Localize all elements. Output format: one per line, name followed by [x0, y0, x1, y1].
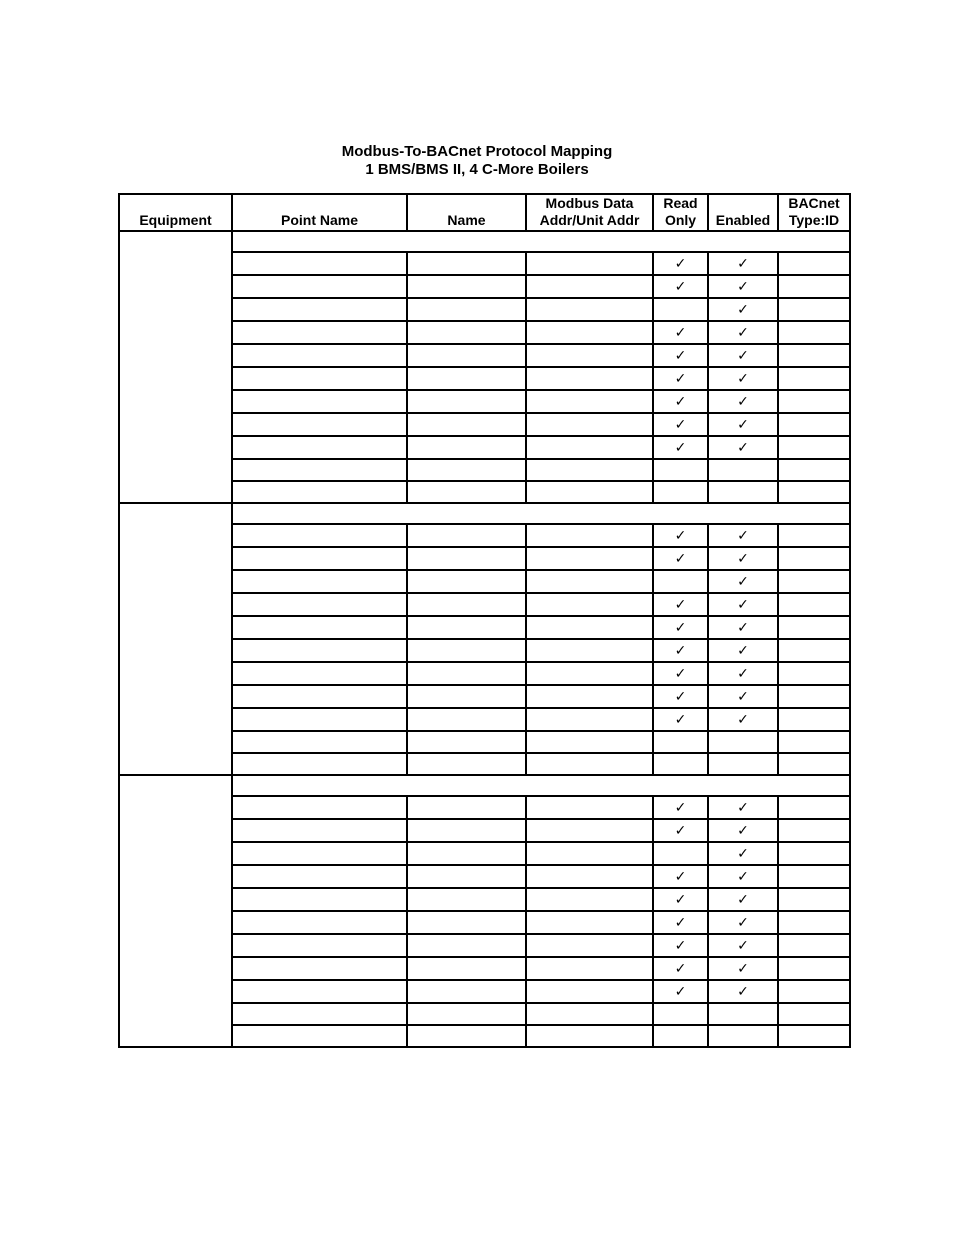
name-cell — [407, 753, 526, 775]
header-read-only-line2: Only — [664, 212, 697, 228]
read-only-cell — [653, 865, 708, 888]
enabled-cell — [708, 1025, 778, 1047]
point-name-cell — [232, 459, 407, 481]
checkmark-icon: ✓ — [737, 689, 749, 705]
bacnet-cell — [778, 570, 850, 593]
name-cell — [407, 662, 526, 685]
header-bacnet — [778, 194, 850, 231]
enabled-cell — [708, 413, 778, 436]
read-only-cell — [653, 796, 708, 819]
point-name-cell — [232, 957, 407, 980]
point-name-cell — [232, 796, 407, 819]
modbus-address-cell — [526, 842, 653, 865]
name-cell — [407, 321, 526, 344]
modbus-address-cell — [526, 639, 653, 662]
checkmark-icon: ✓ — [737, 597, 749, 613]
checkmark-icon: ✓ — [674, 256, 687, 272]
name-cell — [407, 934, 526, 957]
checkmark-icon: ✓ — [737, 892, 749, 908]
read-only-cell — [653, 252, 708, 275]
bacnet-cell — [778, 685, 850, 708]
modbus-address-cell — [526, 819, 653, 842]
bacnet-cell — [778, 708, 850, 731]
header-equipment: Equipment — [119, 194, 232, 231]
read-only-cell — [653, 639, 708, 662]
modbus-address-cell — [526, 888, 653, 911]
bacnet-cell — [778, 888, 850, 911]
bacnet-cell — [778, 865, 850, 888]
point-name-cell — [232, 524, 407, 547]
name-cell — [407, 1003, 526, 1025]
point-name-cell — [232, 685, 407, 708]
checkmark-icon: ✓ — [737, 371, 749, 387]
checkmark-icon: ✓ — [737, 348, 749, 364]
bacnet-cell — [778, 367, 850, 390]
checkmark-icon: ✓ — [737, 551, 749, 567]
read-only-cell — [653, 321, 708, 344]
bacnet-cell — [778, 731, 850, 753]
modbus-address-cell — [526, 275, 653, 298]
group-spacer-row — [119, 775, 850, 796]
enabled-cell — [708, 842, 778, 865]
read-only-cell — [653, 547, 708, 570]
mapping-table-container — [118, 193, 849, 1048]
bacnet-cell — [778, 481, 850, 503]
read-only-cell — [653, 390, 708, 413]
checkmark-icon: ✓ — [737, 417, 749, 433]
point-name-cell — [232, 888, 407, 911]
point-name-cell — [232, 390, 407, 413]
point-name-cell — [232, 731, 407, 753]
group-spacer-row — [119, 231, 850, 252]
read-only-cell — [653, 413, 708, 436]
mapping-table — [118, 193, 851, 1048]
modbus-address-cell — [526, 570, 653, 593]
enabled-cell — [708, 459, 778, 481]
modbus-address-cell — [526, 616, 653, 639]
modbus-address-cell — [526, 459, 653, 481]
modbus-address-cell — [526, 367, 653, 390]
bacnet-cell — [778, 436, 850, 459]
name-cell — [407, 547, 526, 570]
modbus-address-cell — [526, 481, 653, 503]
name-cell — [407, 413, 526, 436]
modbus-address-cell — [526, 390, 653, 413]
checkmark-icon: ✓ — [674, 551, 687, 567]
checkmark-icon: ✓ — [674, 528, 687, 544]
header-modbus-line2: Addr/Unit Addr — [539, 212, 640, 228]
bacnet-cell — [778, 1025, 850, 1047]
bacnet-cell — [778, 413, 850, 436]
checkmark-icon: ✓ — [674, 689, 687, 705]
enabled-cell — [708, 911, 778, 934]
read-only-cell — [653, 708, 708, 731]
checkmark-icon: ✓ — [737, 712, 749, 728]
bacnet-cell — [778, 753, 850, 775]
modbus-address-cell — [526, 1025, 653, 1047]
header-read-only-line1: Read — [663, 195, 698, 211]
checkmark-icon: ✓ — [737, 574, 749, 590]
name-cell — [407, 796, 526, 819]
read-only-cell — [653, 570, 708, 593]
name-cell — [407, 570, 526, 593]
checkmark-icon: ✓ — [674, 348, 687, 364]
point-name-cell — [232, 593, 407, 616]
modbus-address-cell — [526, 298, 653, 321]
point-name-cell — [232, 1003, 407, 1025]
name-cell — [407, 459, 526, 481]
enabled-cell — [708, 639, 778, 662]
modbus-address-cell — [526, 436, 653, 459]
document-title — [0, 143, 954, 179]
checkmark-icon: ✓ — [674, 961, 687, 977]
bacnet-cell — [778, 639, 850, 662]
checkmark-icon: ✓ — [674, 325, 687, 341]
modbus-address-cell — [526, 1003, 653, 1025]
header-bacnet-line1: BACnet — [788, 195, 840, 211]
enabled-cell — [708, 980, 778, 1003]
point-name-cell — [232, 616, 407, 639]
checkmark-icon: ✓ — [674, 643, 687, 659]
read-only-cell — [653, 367, 708, 390]
bacnet-cell — [778, 593, 850, 616]
checkmark-icon: ✓ — [737, 823, 749, 839]
point-name-cell — [232, 865, 407, 888]
read-only-cell — [653, 524, 708, 547]
enabled-cell — [708, 865, 778, 888]
header-point-name: Point Name — [232, 194, 407, 231]
checkmark-icon: ✓ — [674, 279, 687, 295]
enabled-cell — [708, 888, 778, 911]
name-cell — [407, 481, 526, 503]
checkmark-icon: ✓ — [737, 869, 749, 885]
checkmark-icon: ✓ — [737, 528, 749, 544]
name-cell — [407, 685, 526, 708]
name-cell — [407, 957, 526, 980]
enabled-cell — [708, 524, 778, 547]
checkmark-icon: ✓ — [737, 938, 749, 954]
enabled-cell — [708, 819, 778, 842]
checkmark-icon: ✓ — [674, 938, 687, 954]
modbus-address-cell — [526, 344, 653, 367]
point-name-cell — [232, 570, 407, 593]
name-cell — [407, 275, 526, 298]
modbus-address-cell — [526, 662, 653, 685]
bacnet-cell — [778, 252, 850, 275]
read-only-cell — [653, 593, 708, 616]
name-cell — [407, 842, 526, 865]
modbus-address-cell — [526, 753, 653, 775]
point-name-cell — [232, 413, 407, 436]
checkmark-icon: ✓ — [674, 620, 687, 636]
enabled-cell — [708, 275, 778, 298]
read-only-cell — [653, 685, 708, 708]
header-name: Name — [407, 194, 526, 231]
name-cell — [407, 911, 526, 934]
enabled-cell — [708, 731, 778, 753]
bacnet-cell — [778, 934, 850, 957]
bacnet-cell — [778, 321, 850, 344]
checkmark-icon: ✓ — [674, 440, 687, 456]
bacnet-cell — [778, 957, 850, 980]
modbus-address-cell — [526, 593, 653, 616]
header-bacnet-line2: Type:ID — [788, 212, 840, 228]
read-only-cell — [653, 934, 708, 957]
enabled-cell — [708, 390, 778, 413]
point-name-cell — [232, 819, 407, 842]
checkmark-icon: ✓ — [674, 800, 687, 816]
bacnet-cell — [778, 298, 850, 321]
bacnet-cell — [778, 275, 850, 298]
name-cell — [407, 593, 526, 616]
name-cell — [407, 390, 526, 413]
name-cell — [407, 639, 526, 662]
bacnet-cell — [778, 819, 850, 842]
name-cell — [407, 616, 526, 639]
name-cell — [407, 865, 526, 888]
modbus-address-cell — [526, 980, 653, 1003]
point-name-cell — [232, 252, 407, 275]
checkmark-icon: ✓ — [674, 394, 687, 410]
enabled-cell — [708, 344, 778, 367]
read-only-cell — [653, 753, 708, 775]
enabled-cell — [708, 252, 778, 275]
checkmark-icon: ✓ — [737, 325, 749, 341]
checkmark-icon: ✓ — [737, 256, 749, 272]
title-line-2: 1 BMS/BMS II, 4 C-More Boilers — [365, 161, 589, 178]
enabled-cell — [708, 685, 778, 708]
enabled-cell — [708, 570, 778, 593]
checkmark-icon: ✓ — [737, 846, 749, 862]
name-cell — [407, 731, 526, 753]
name-cell — [407, 524, 526, 547]
group-spacer-cell — [232, 775, 850, 796]
modbus-address-cell — [526, 685, 653, 708]
read-only-cell — [653, 1025, 708, 1047]
point-name-cell — [232, 842, 407, 865]
enabled-cell — [708, 753, 778, 775]
modbus-address-cell — [526, 547, 653, 570]
name-cell — [407, 436, 526, 459]
read-only-cell — [653, 842, 708, 865]
modbus-address-cell — [526, 911, 653, 934]
bacnet-cell — [778, 911, 850, 934]
enabled-cell — [708, 957, 778, 980]
checkmark-icon: ✓ — [674, 823, 687, 839]
table-body — [119, 231, 850, 1047]
header-row — [119, 194, 850, 231]
equipment-cell — [119, 231, 232, 503]
checkmark-icon: ✓ — [674, 417, 687, 433]
point-name-cell — [232, 753, 407, 775]
checkmark-icon: ✓ — [737, 643, 749, 659]
modbus-address-cell — [526, 957, 653, 980]
name-cell — [407, 888, 526, 911]
bacnet-cell — [778, 616, 850, 639]
modbus-address-cell — [526, 796, 653, 819]
checkmark-icon: ✓ — [674, 371, 687, 387]
checkmark-icon: ✓ — [674, 712, 687, 728]
bacnet-cell — [778, 662, 850, 685]
read-only-cell — [653, 819, 708, 842]
point-name-cell — [232, 911, 407, 934]
header-modbus-address — [526, 194, 653, 231]
point-name-cell — [232, 321, 407, 344]
modbus-address-cell — [526, 865, 653, 888]
modbus-address-cell — [526, 413, 653, 436]
read-only-cell — [653, 436, 708, 459]
read-only-cell — [653, 275, 708, 298]
enabled-cell — [708, 662, 778, 685]
point-name-cell — [232, 367, 407, 390]
enabled-cell — [708, 616, 778, 639]
enabled-cell — [708, 298, 778, 321]
header-read-only — [653, 194, 708, 231]
checkmark-icon: ✓ — [674, 597, 687, 613]
equipment-cell — [119, 775, 232, 1047]
point-name-cell — [232, 344, 407, 367]
read-only-cell — [653, 481, 708, 503]
header-enabled: Enabled — [708, 194, 778, 231]
checkmark-icon: ✓ — [674, 915, 687, 931]
read-only-cell — [653, 980, 708, 1003]
enabled-cell — [708, 593, 778, 616]
group-spacer-cell — [232, 503, 850, 524]
bacnet-cell — [778, 1003, 850, 1025]
bacnet-cell — [778, 842, 850, 865]
equipment-cell — [119, 503, 232, 775]
read-only-cell — [653, 298, 708, 321]
name-cell — [407, 980, 526, 1003]
enabled-cell — [708, 436, 778, 459]
point-name-cell — [232, 980, 407, 1003]
bacnet-cell — [778, 524, 850, 547]
enabled-cell — [708, 321, 778, 344]
enabled-cell — [708, 481, 778, 503]
checkmark-icon: ✓ — [737, 666, 749, 682]
read-only-cell — [653, 911, 708, 934]
checkmark-icon: ✓ — [674, 666, 687, 682]
name-cell — [407, 367, 526, 390]
enabled-cell — [708, 708, 778, 731]
checkmark-icon: ✓ — [737, 394, 749, 410]
point-name-cell — [232, 708, 407, 731]
name-cell — [407, 708, 526, 731]
enabled-cell — [708, 1003, 778, 1025]
modbus-address-cell — [526, 731, 653, 753]
read-only-cell — [653, 731, 708, 753]
enabled-cell — [708, 547, 778, 570]
read-only-cell — [653, 344, 708, 367]
read-only-cell — [653, 957, 708, 980]
read-only-cell — [653, 616, 708, 639]
point-name-cell — [232, 1025, 407, 1047]
checkmark-icon: ✓ — [737, 800, 749, 816]
checkmark-icon: ✓ — [674, 869, 687, 885]
point-name-cell — [232, 662, 407, 685]
point-name-cell — [232, 547, 407, 570]
read-only-cell — [653, 662, 708, 685]
name-cell — [407, 1025, 526, 1047]
checkmark-icon: ✓ — [674, 984, 687, 1000]
name-cell — [407, 344, 526, 367]
read-only-cell — [653, 1003, 708, 1025]
point-name-cell — [232, 275, 407, 298]
point-name-cell — [232, 298, 407, 321]
checkmark-icon: ✓ — [737, 279, 749, 295]
modbus-address-cell — [526, 252, 653, 275]
point-name-cell — [232, 436, 407, 459]
title-line-1: Modbus-To-BACnet Protocol Mapping — [341, 143, 613, 160]
checkmark-icon: ✓ — [674, 892, 687, 908]
bacnet-cell — [778, 980, 850, 1003]
enabled-cell — [708, 367, 778, 390]
bacnet-cell — [778, 344, 850, 367]
bacnet-cell — [778, 796, 850, 819]
point-name-cell — [232, 934, 407, 957]
point-name-cell — [232, 639, 407, 662]
checkmark-icon: ✓ — [737, 984, 749, 1000]
point-name-cell — [232, 481, 407, 503]
bacnet-cell — [778, 547, 850, 570]
modbus-address-cell — [526, 321, 653, 344]
modbus-address-cell — [526, 708, 653, 731]
bacnet-cell — [778, 459, 850, 481]
checkmark-icon: ✓ — [737, 961, 749, 977]
group-spacer-cell — [232, 231, 850, 252]
enabled-cell — [708, 796, 778, 819]
checkmark-icon: ✓ — [737, 302, 749, 318]
modbus-address-cell — [526, 934, 653, 957]
checkmark-icon: ✓ — [737, 915, 749, 931]
enabled-cell — [708, 934, 778, 957]
name-cell — [407, 819, 526, 842]
checkmark-icon: ✓ — [737, 440, 749, 456]
group-spacer-row — [119, 503, 850, 524]
name-cell — [407, 252, 526, 275]
read-only-cell — [653, 459, 708, 481]
read-only-cell — [653, 888, 708, 911]
name-cell — [407, 298, 526, 321]
modbus-address-cell — [526, 524, 653, 547]
header-modbus-line1: Modbus Data — [545, 195, 634, 211]
checkmark-icon: ✓ — [737, 620, 749, 636]
bacnet-cell — [778, 390, 850, 413]
